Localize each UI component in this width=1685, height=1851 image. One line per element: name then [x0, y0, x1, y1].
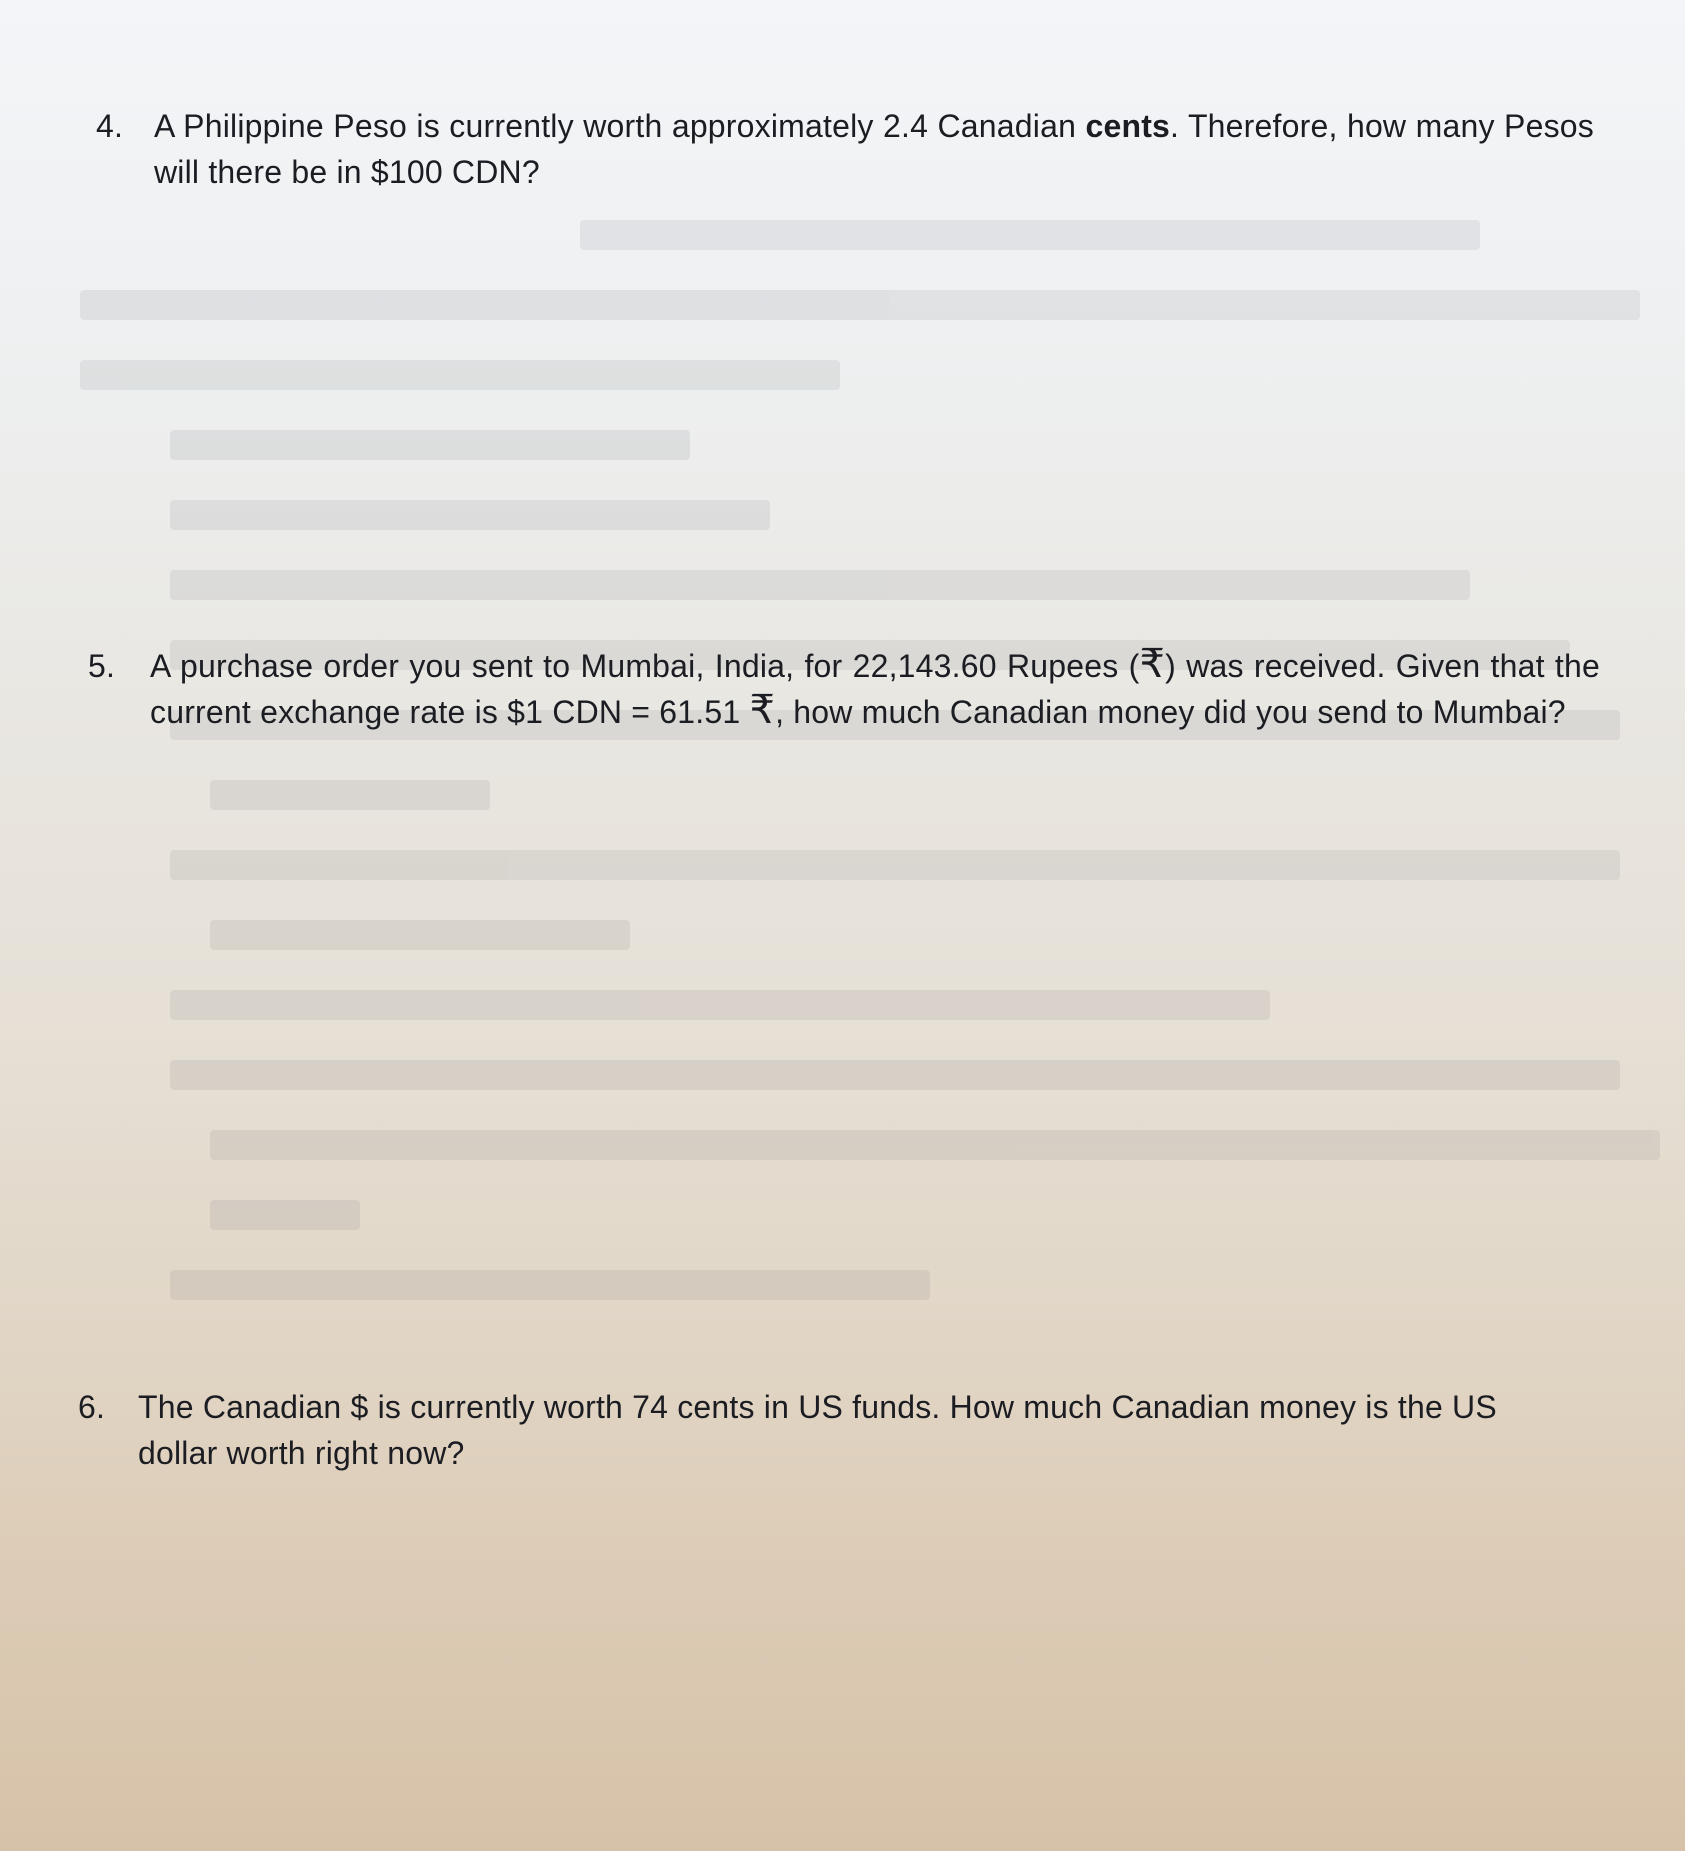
question-text: The Canadian $ is currently worth 74 cents in US funds. How much Canadian money is the US dollar worth right now? — [138, 1389, 1497, 1471]
rupee-icon: ₹ — [749, 688, 776, 732]
bleed-through-background — [80, 220, 1660, 1520]
emphasis-cents: cents — [1085, 108, 1171, 144]
question-number: 5. — [88, 648, 116, 684]
rupee-icon: ₹ — [1139, 642, 1166, 686]
question-text: A purchase order you sent to Mumbai, India, for 22,143.60 Rupees (₹) was received. Given that the current exchange rate is $1 CDN = 61.51 ₹, how much Canadian money did you send to Mumbai? — [150, 642, 1601, 732]
question-text: A Philippine Peso is currently worth approximately 2.4 Canadian cents. Therefore, how many Pesos will there be in $100 CDN? — [154, 108, 1594, 190]
question-number: 4. — [96, 108, 124, 144]
question-number: 6. — [78, 1389, 106, 1425]
